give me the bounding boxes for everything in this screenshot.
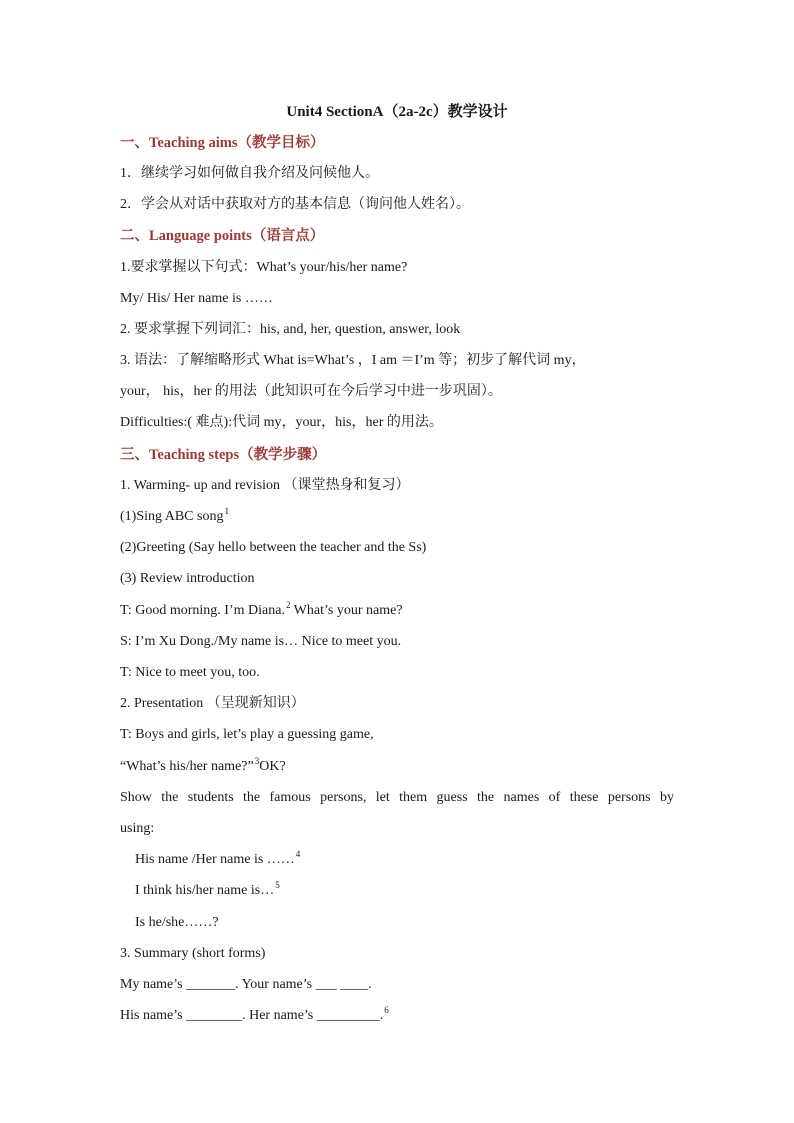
step-summary: 3. Summary (short forms) [120, 946, 266, 961]
footnote-marker: 3 [254, 756, 260, 767]
footnote-marker: 2 [285, 600, 291, 611]
language-point-1: 1.要求掌握以下句式：What’s your/his/her name? [120, 260, 408, 275]
footnote-marker: 1 [224, 506, 229, 517]
dialogue-teacher-1 [120, 601, 674, 621]
document-title: Unit4 SectionA（2a-2c）教学设计 [286, 104, 508, 120]
section-heading-language-points: 二、Language points（语言点） [120, 228, 325, 244]
step-sing-song [120, 507, 674, 527]
presentation-line-1: T: Boys and girls, let’s play a guessing game, [120, 727, 374, 742]
step-greeting: (2)Greeting (Say hello between the teacher and the Ss) [120, 540, 427, 555]
section-heading-teaching-steps: 三、Teaching steps（教学步骤） [120, 447, 327, 463]
dialogue-teacher-2: T: Nice to meet you, too. [120, 665, 260, 680]
pattern-3: Is he/she……? [135, 915, 219, 930]
footnote-marker: 5 [275, 880, 280, 891]
section-heading-teaching-aims: 一、Teaching aims（教学目标） [120, 135, 325, 151]
language-point-example: My/ His/ Her name is …… [120, 291, 273, 306]
pattern-1-text: His name /Her name is …… [135, 852, 295, 867]
footnote-marker: 6 [384, 1005, 389, 1016]
step-presentation: 2. Presentation （呈现新知识） [120, 696, 305, 711]
summary-line-2 [120, 1006, 674, 1026]
aim-item-2: 2．学会从对话中获取对方的基本信息（询问他人姓名）。 [120, 197, 470, 212]
summary-line-2-text: His name’s ________. Her name’s _________. [120, 1008, 384, 1023]
dialogue-teacher-1-text: T: Good morning. I’m Diana. [120, 603, 285, 618]
dialogue-student: S: I’m Xu Dong./My name is… Nice to meet you. [120, 634, 402, 649]
presentation-quote: “What’s his/her name?” [120, 759, 254, 774]
step-warming-up: 1. Warming- up and revision （课堂热身和复习） [120, 478, 410, 493]
presentation-line-2 [120, 757, 674, 777]
pattern-2-text: I think his/her name is… [135, 883, 275, 898]
presentation-using: using: [120, 821, 155, 836]
difficulties-line: Difficulties:( 难点):代词 my，your，his，her 的用法。 [120, 415, 443, 430]
language-point-3: 3. 语法：了解缩略形式 What is=What’s ，I am ＝I’m 等；初步了解代词 my， [120, 353, 586, 368]
presentation-ok: OK? [259, 759, 286, 774]
language-point-3-cont: your， his，her 的用法（此知识可在今后学习中进一步巩固）。 [120, 384, 502, 399]
dialogue-teacher-1-question: What’s your name? [290, 603, 403, 618]
footnote-marker: 4 [295, 849, 301, 860]
language-point-2: 2. 要求掌握下列词汇：his, and, her, question, answer, look [120, 322, 461, 337]
summary-line-1: My name’s _______. Your name’s ___ ____. [120, 977, 372, 992]
step-sing-song-text: (1)Sing ABC song [120, 509, 224, 524]
presentation-instruction: Show the students the famous persons, let them guess the names of these persons by [120, 790, 674, 805]
pattern-1 [135, 850, 674, 870]
step-review: (3) Review introduction [120, 571, 255, 586]
pattern-2 [135, 881, 674, 901]
aim-item-1: 1．继续学习如何做自我介绍及问候他人。 [120, 166, 379, 181]
